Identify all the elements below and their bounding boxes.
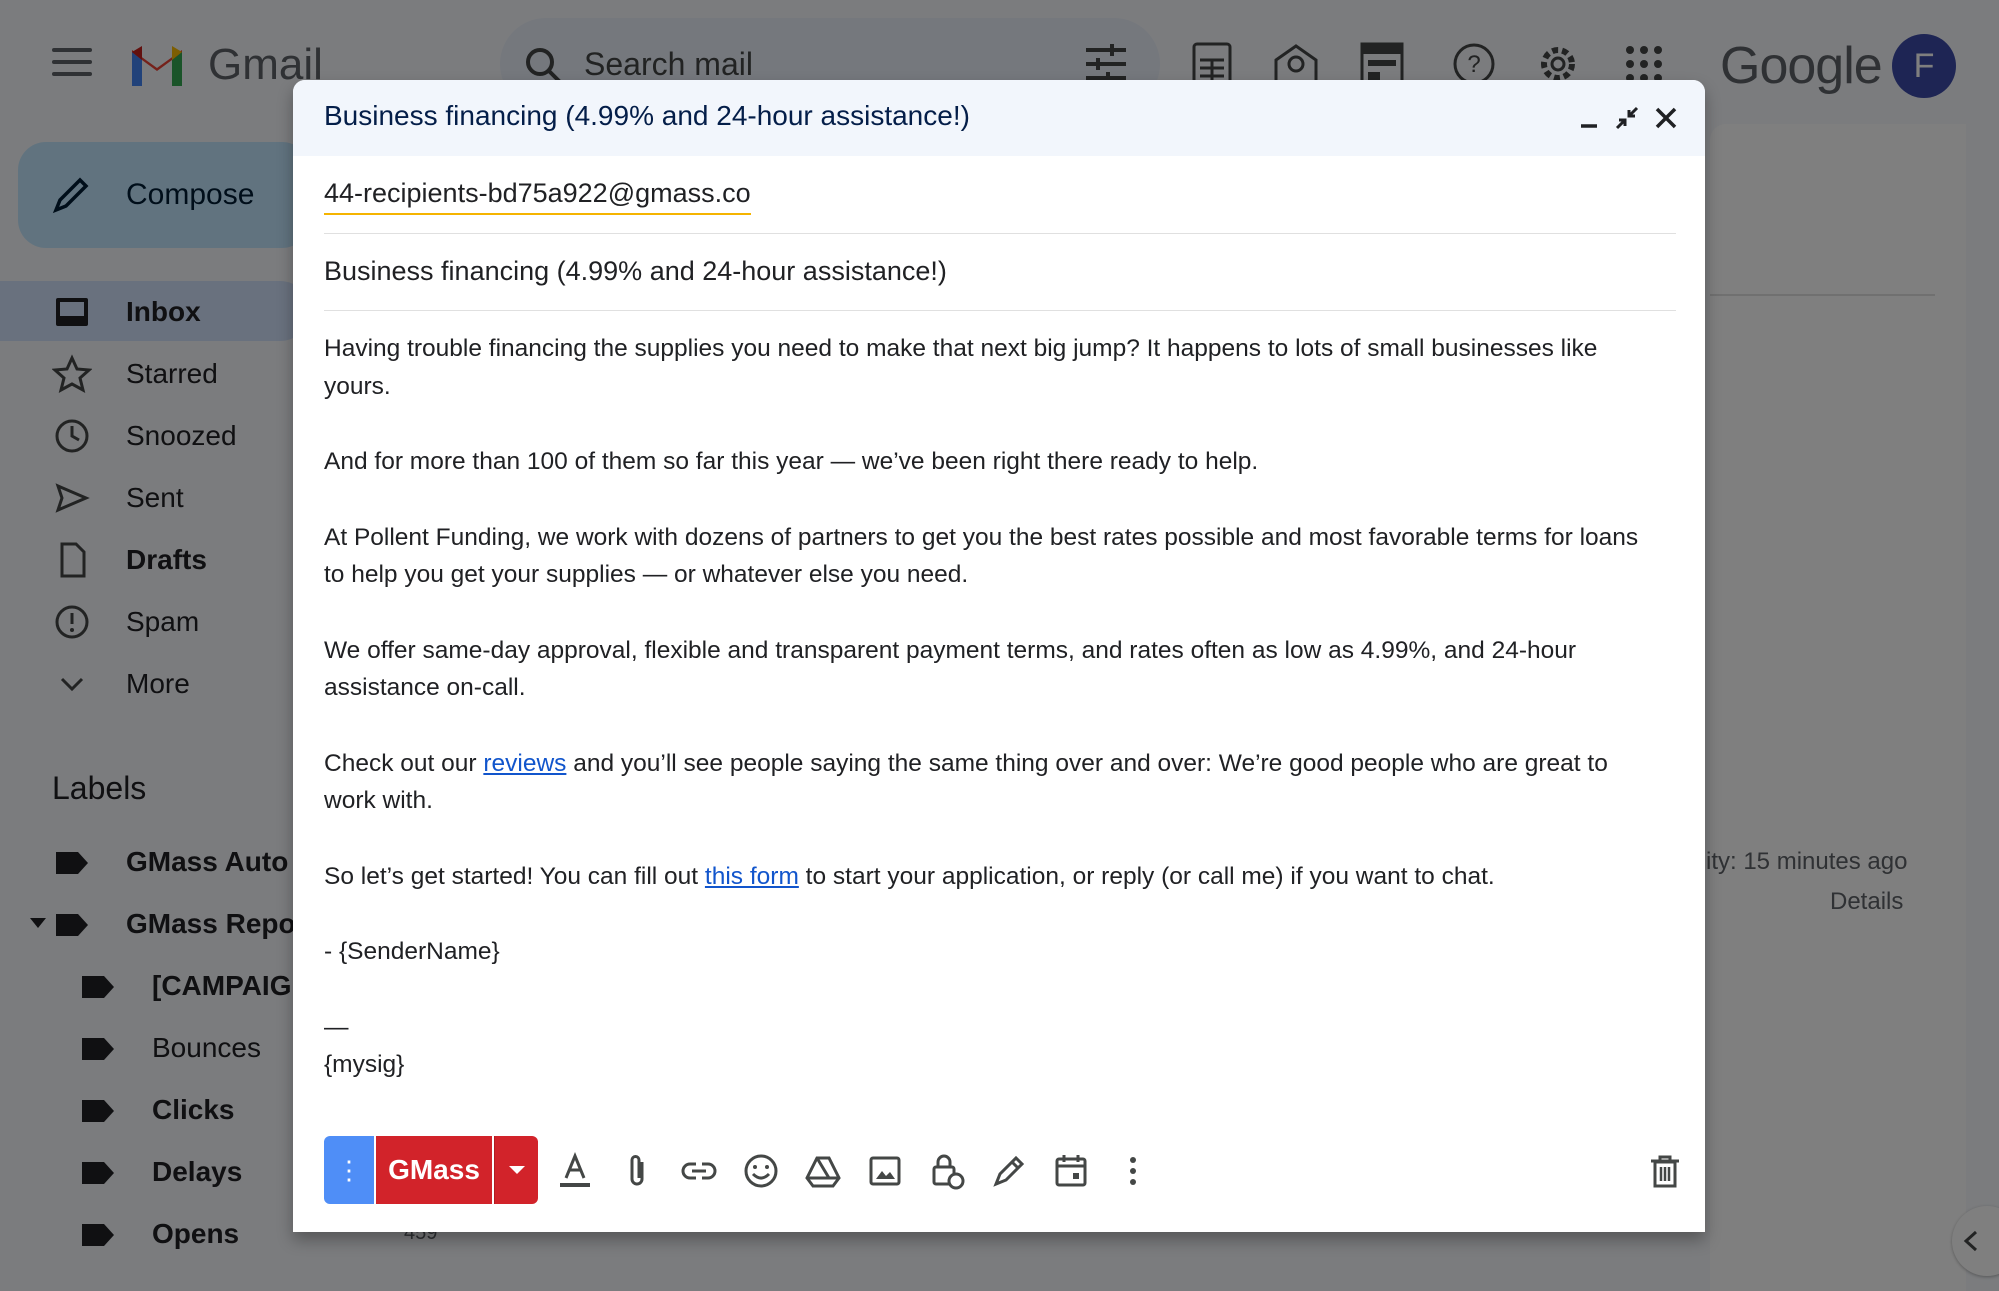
text-format-icon[interactable] [556,1152,594,1190]
exit-fullscreen-icon[interactable] [1611,102,1643,134]
body-paragraph: Having trouble financing the supplies you need to make that next big jump? It happens to lots of small businesses like yours. [324,335,1598,400]
insert-link-icon[interactable] [680,1152,718,1190]
discard-draft-trash-icon[interactable] [1646,1152,1684,1190]
compose-title: Business financing (4.99% and 24-hour assistance!) [324,100,970,131]
insert-photo-icon[interactable] [866,1152,904,1190]
body-text: and you’ll see people saying the same thing over and over: We’re good people who are great to work with. [324,749,1608,814]
compose-toolbar [324,1136,1676,1206]
signature-pen-icon[interactable] [990,1152,1028,1190]
divider [324,310,1676,311]
close-icon[interactable] [1650,102,1682,134]
attach-paperclip-icon[interactable] [618,1152,656,1190]
body-paragraph: We offer same-day approval, flexible and transparent payment terms, and rates often as low as 4.99%, and 24-hour assistance on-call. [324,636,1577,701]
signature-dash: — [324,1013,349,1041]
body-paragraph: At Pollent Funding, we work with dozens of partners to get you the best rates possible and most favorable terms for loans to help you get your supplies — or whatever else you need. [324,523,1639,588]
signature-placeholder: {mysig} [324,1051,405,1078]
body-paragraph [324,745,1664,820]
more-options-icon[interactable] [1114,1152,1152,1190]
subject-field[interactable]: Business financing (4.99% and 24-hour assistance!) [324,256,947,286]
compose-dialog [293,80,1705,1232]
minimize-icon[interactable] [1573,102,1605,134]
body-text: So let’s get started! You can fill out [324,862,705,890]
emoji-icon[interactable] [742,1152,780,1190]
body-text: to start your application, or reply (or call me) if you want to chat. [798,862,1495,890]
reviews-link[interactable]: reviews [483,749,567,777]
body-paragraph: And for more than 100 of them so far this year — we’ve been right there ready to help. [324,448,1259,475]
sender-name-placeholder: - {SenderName} [324,938,500,965]
schedule-calendar-icon[interactable] [1052,1152,1090,1190]
this-form-link[interactable]: this form [704,862,799,890]
body-text: Check out our [324,749,484,777]
message-body[interactable] [324,330,1664,1122]
send-options-button[interactable]: ⋮ [324,1136,374,1204]
body-paragraph [324,858,1664,896]
divider [324,233,1676,234]
compose-header [293,80,1705,156]
confidential-mode-icon[interactable] [928,1152,966,1190]
google-drive-icon[interactable] [804,1152,842,1190]
recipient-chip[interactable]: 44-recipients-bd75a922@gmass.co [324,178,751,215]
gmass-send-button[interactable]: GMass [376,1136,492,1204]
gmass-settings-dropdown[interactable] [494,1136,538,1204]
